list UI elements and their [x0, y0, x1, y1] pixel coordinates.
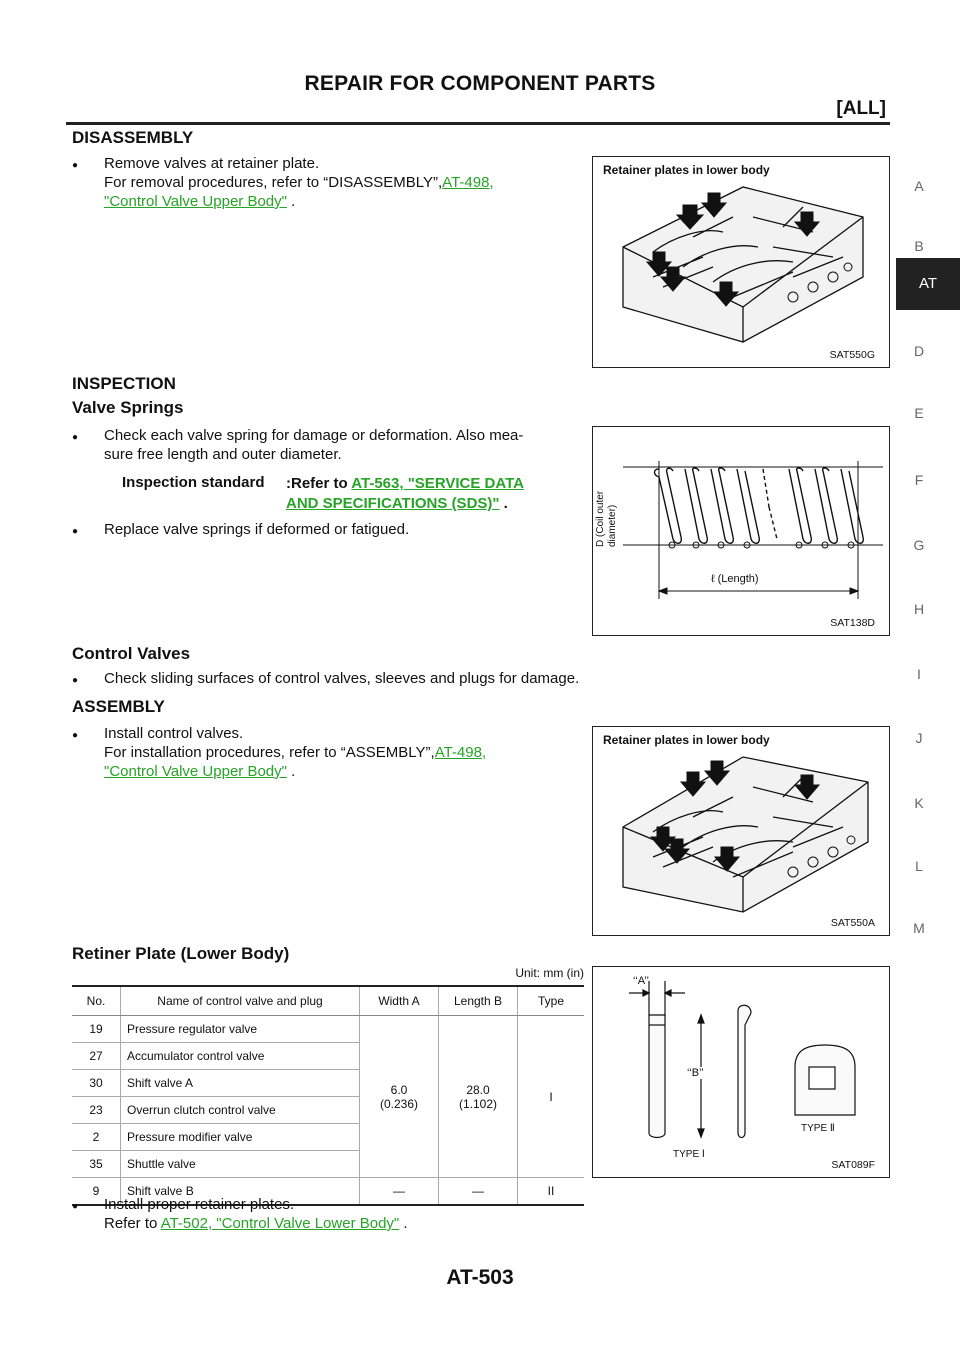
bullet-icon: ●	[72, 675, 79, 686]
cell-no: 30	[72, 1070, 121, 1097]
figure-label: Retainer plates in lower body	[603, 733, 770, 747]
cell-name: Shift valve B	[121, 1178, 360, 1206]
bullet-icon: ●	[72, 160, 79, 171]
cell-width: —	[360, 1178, 439, 1206]
table-row	[72, 1016, 584, 1043]
cell-name: Pressure regulator valve	[121, 1016, 360, 1043]
subheading-control-valves: Control Valves	[72, 644, 191, 663]
disassembly-line3	[104, 192, 582, 211]
dim-d-line2: diameter)	[607, 504, 618, 547]
standard-prefix: :Refer to	[286, 475, 352, 492]
bullet-icon: ●	[72, 1201, 79, 1212]
standard-suffix: .	[499, 495, 508, 512]
dim-b-label: ‘‘B’’	[687, 1067, 704, 1079]
cell-type-merged: I	[518, 1016, 585, 1178]
control-valves-bullet1: Check sliding surfaces of control valves, sleeves and plugs for damage.	[104, 670, 580, 687]
cell-no: 27	[72, 1043, 121, 1070]
figure-retainer-plate-types	[592, 966, 890, 1178]
cell-name: Pressure modifier valve	[121, 1124, 360, 1151]
length-in: (1.102)	[458, 1096, 498, 1111]
bullet-icon: ●	[72, 526, 79, 537]
side-index-j[interactable]: J	[915, 730, 923, 746]
cell-name: Shift valve A	[121, 1070, 360, 1097]
retainer-bullet-line1: Install proper retainer plates.	[104, 1196, 295, 1213]
side-index-i[interactable]: I	[917, 666, 921, 682]
length-mm: 28.0	[466, 1082, 490, 1097]
page-number: AT-503	[446, 1266, 514, 1289]
side-index-f[interactable]: F	[914, 472, 924, 488]
valve-springs-bullet1-line1: Check each valve spring for damage or deformation. Also mea-	[104, 427, 524, 444]
disassembly-line2	[104, 173, 582, 192]
assembly-line1: Install control valves.	[104, 725, 244, 742]
retainer-bullet-prefix: Refer to	[104, 1215, 161, 1232]
col-type: Type	[518, 986, 585, 1016]
side-index-k[interactable]: K	[914, 795, 924, 811]
side-index-d[interactable]: D	[913, 343, 925, 359]
link-at-498[interactable]: AT-498,	[434, 744, 487, 761]
cell-width-merged	[360, 1016, 439, 1178]
disassembly-suffix: .	[286, 193, 296, 210]
section-heading-assembly: ASSEMBLY	[72, 697, 165, 716]
cell-type: II	[518, 1178, 585, 1206]
cell-name: Overrun clutch control valve	[121, 1097, 360, 1124]
link-at-498[interactable]: AT-498,	[442, 174, 494, 191]
figure-label: Retainer plates in lower body	[603, 163, 770, 177]
disassembly-line1: Remove valves at retainer plate.	[104, 155, 320, 172]
side-index-g[interactable]: G	[913, 537, 925, 553]
bullet-icon: ●	[72, 730, 79, 741]
figure-code: SAT138D	[830, 617, 875, 629]
cell-name: Accumulator control valve	[121, 1043, 360, 1070]
figure-retainer-plates-upper	[592, 156, 890, 368]
disassembly-line2-prefix: For removal procedures, refer to “DISASSEMBLY”,	[104, 174, 443, 191]
inspection-standard-value	[286, 474, 524, 514]
retainer-bullet-line2	[104, 1214, 582, 1233]
side-index-l[interactable]: L	[915, 858, 923, 874]
side-index-a[interactable]: A	[914, 178, 924, 194]
valve-springs-bullet1-line2: sure free length and outer diameter.	[104, 446, 342, 463]
page-header-subtitle: [ALL]	[836, 98, 886, 119]
section-heading-inspection: INSPECTION	[72, 374, 176, 393]
cell-no: 2	[72, 1124, 121, 1151]
valve-body-illustration	[593, 157, 889, 367]
col-width-a: Width A	[360, 986, 439, 1016]
side-index-b[interactable]: B	[914, 238, 924, 254]
retainer-plate-table	[72, 985, 584, 1206]
link-sds-continued[interactable]: AND SPECIFICATIONS (SDS)"	[286, 495, 500, 512]
figure-code: SAT550G	[829, 349, 875, 361]
side-index-h[interactable]: H	[913, 601, 925, 617]
dim-a-label: ‘‘A’’	[633, 975, 649, 987]
valve-springs-bullet2: Replace valve springs if deformed or fatigued.	[104, 521, 410, 538]
side-index-m[interactable]: M	[913, 920, 925, 936]
retainer-plate-illustration	[593, 967, 889, 1177]
subheading-retiner-plate: Retiner Plate (Lower Body)	[72, 944, 290, 963]
dimension-d-label	[595, 467, 639, 547]
type-1-label: TYPE Ⅰ	[673, 1149, 705, 1160]
bullet-icon: ●	[72, 432, 79, 443]
figure-code: SAT550A	[830, 917, 875, 929]
cell-length-merged	[439, 1016, 518, 1178]
inspection-standard-label: Inspection standard	[122, 474, 265, 491]
dimension-length-label: ℓ (Length)	[711, 573, 759, 585]
valve-springs-bullet1	[104, 426, 582, 464]
col-name: Name of control valve and plug	[121, 986, 360, 1016]
assembly-suffix: .	[286, 763, 296, 780]
figure-valve-spring	[592, 426, 890, 636]
assembly-line2	[104, 743, 582, 762]
assembly-text	[104, 724, 582, 781]
assembly-line2-prefix: For installation procedures, refer to “ASSEMBLY”,	[104, 744, 435, 761]
header-divider	[66, 122, 890, 125]
link-at-502-lower-body[interactable]: AT-502, "Control Valve Lower Body"	[160, 1215, 400, 1232]
retainer-bullet	[104, 1195, 582, 1233]
side-index-e[interactable]: E	[914, 405, 924, 421]
figure-code: SAT089F	[831, 1159, 875, 1171]
cell-length: —	[439, 1178, 518, 1206]
col-no: No.	[72, 986, 121, 1016]
figure-retainer-plates-lower	[592, 726, 890, 936]
width-in: (0.236)	[379, 1096, 419, 1111]
link-control-valve-upper-body[interactable]: "Control Valve Upper Body"	[104, 193, 287, 210]
dim-d-line1: D (Coil outer	[595, 490, 606, 547]
retainer-bullet-suffix: .	[399, 1215, 408, 1232]
width-mm: 6.0	[390, 1082, 408, 1097]
table-header-row	[72, 986, 584, 1016]
link-control-valve-upper-body[interactable]: "Control Valve Upper Body"	[104, 763, 287, 780]
cell-no: 23	[72, 1097, 121, 1124]
page-header-title: REPAIR FOR COMPONENT PARTS	[304, 72, 656, 95]
cell-no: 35	[72, 1151, 121, 1178]
valve-body-illustration	[593, 727, 889, 935]
assembly-line3	[104, 762, 582, 781]
unit-label: Unit: mm (in)	[515, 966, 584, 980]
cell-name: Shuttle valve	[121, 1151, 360, 1178]
col-length-b: Length B	[439, 986, 518, 1016]
type-2-label: TYPE Ⅱ	[801, 1123, 835, 1134]
disassembly-text	[104, 154, 582, 211]
cell-no: 19	[72, 1016, 121, 1043]
link-at-563-sds[interactable]: AT-563, "SERVICE DATA	[351, 475, 524, 492]
side-index-at-active[interactable]: AT	[896, 258, 960, 310]
section-heading-disassembly: DISASSEMBLY	[72, 128, 194, 147]
cell-no: 9	[72, 1178, 121, 1206]
subheading-valve-springs: Valve Springs	[72, 398, 184, 417]
